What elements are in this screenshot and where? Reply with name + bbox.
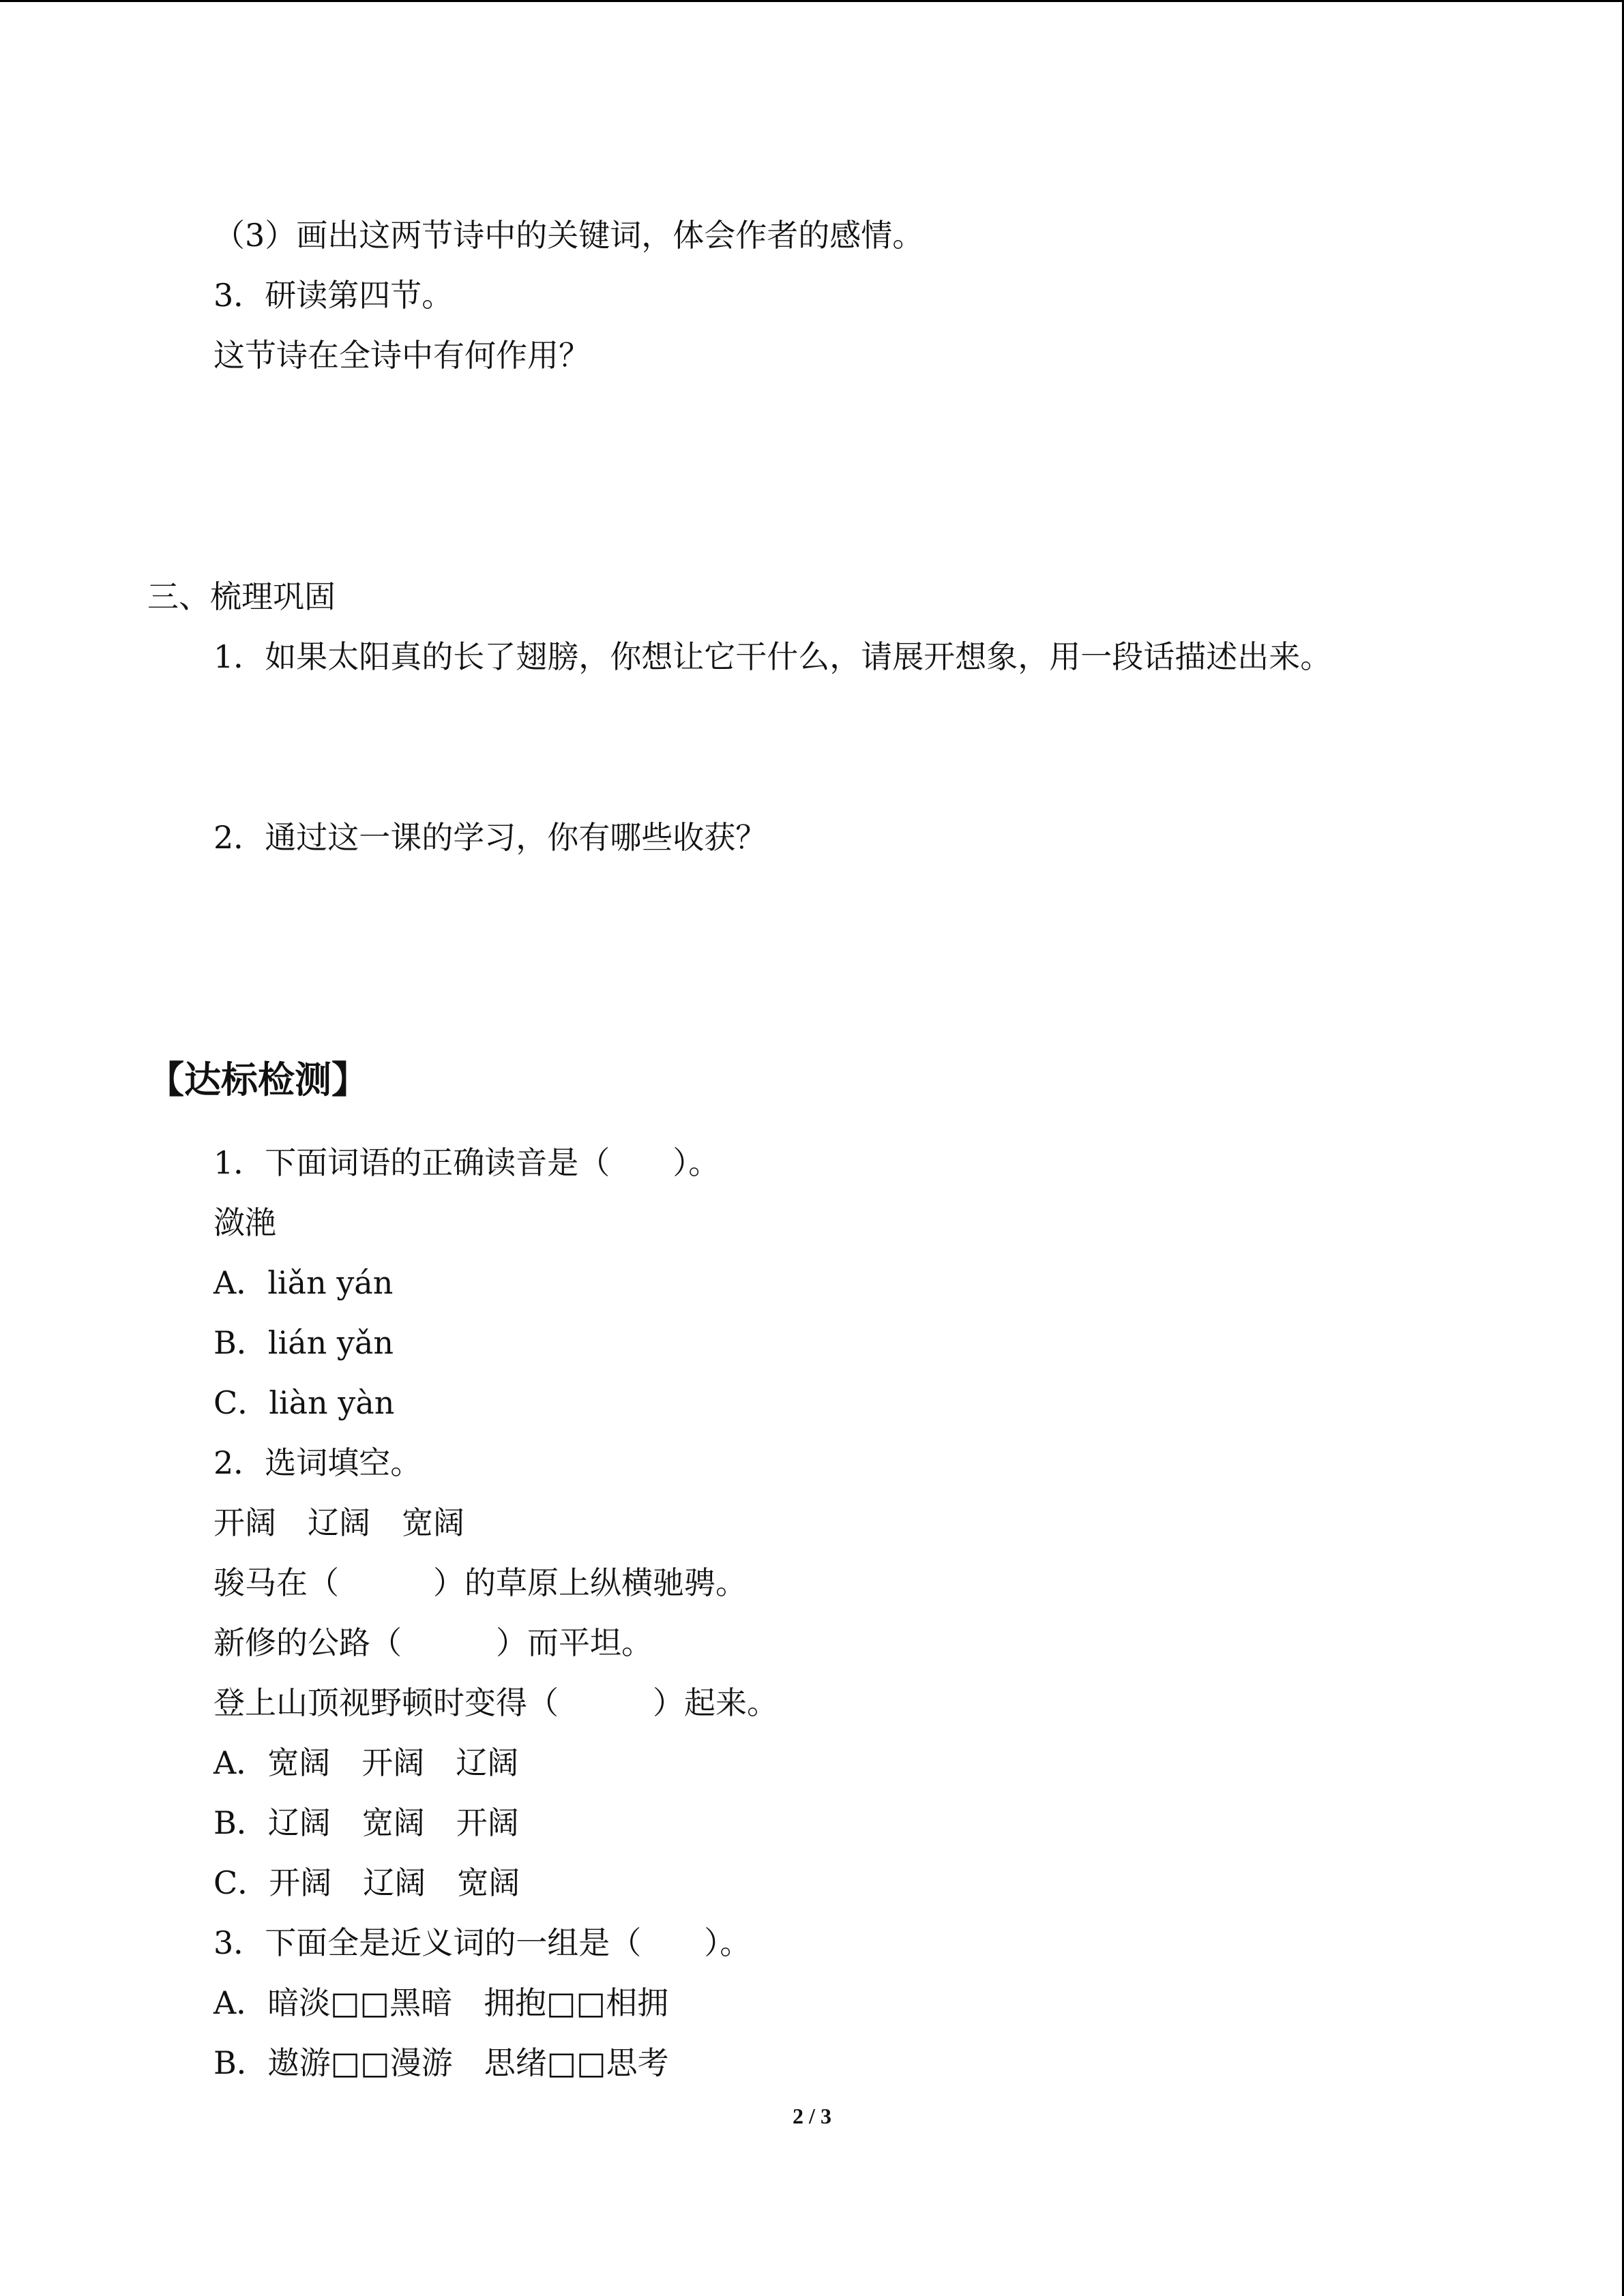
option-line: A．liǎn yán [213,1264,394,1301]
option-line: A．宽阔 开阔 辽阔 [213,1744,519,1781]
page-number: 2 / 3 [793,2104,831,2128]
option-line: A．暗淡□□黑暗 拥抱□□相拥 [213,1984,669,2021]
section-title: 三、梳理巩固 [147,578,336,615]
option-line: C．开阔 辽阔 宽阔 [213,1864,520,1901]
test-line: 3．下面全是近义词的一组是（ ）。 [213,1924,752,1961]
test-line: 新修的公路（ ）而平坦。 [213,1624,653,1661]
question-text: 2．通过这一课的学习，你有哪些收获？ [213,819,767,856]
option-line: B．lián yǎn [213,1324,394,1361]
page-top-border [0,0,1624,2]
test-heading: 【达标检测】 [147,1058,368,1101]
test-line: 2．选词填空。 [213,1444,422,1481]
option-line: B．遨游□□漫游 思绪□□思考 [213,2044,669,2081]
option-line: C．liàn yàn [213,1384,395,1421]
text-line: （3）画出这两节诗中的关键词，体会作者的感情。 [213,217,924,254]
test-line: 登上山顶视野顿时变得（ ）起来。 [213,1684,778,1721]
option-line: B．辽阔 宽阔 开阔 [213,1804,519,1841]
test-line: 骏马在（ ）的草原上纵横驰骋。 [213,1564,747,1601]
question-text: 1．如果太阳真的长了翅膀，你想让它干什么，请展开想象，用一段话描述出来。 [213,638,1332,675]
test-line: 开阔 辽阔 宽阔 [213,1504,464,1541]
text-line: 这节诗在全诗中有何作用？ [213,337,590,374]
test-line: 1．下面词语的正确读音是（ ）。 [213,1144,720,1181]
test-line: 潋滟 [213,1204,276,1241]
text-line: 3．研读第四节。 [213,277,454,314]
